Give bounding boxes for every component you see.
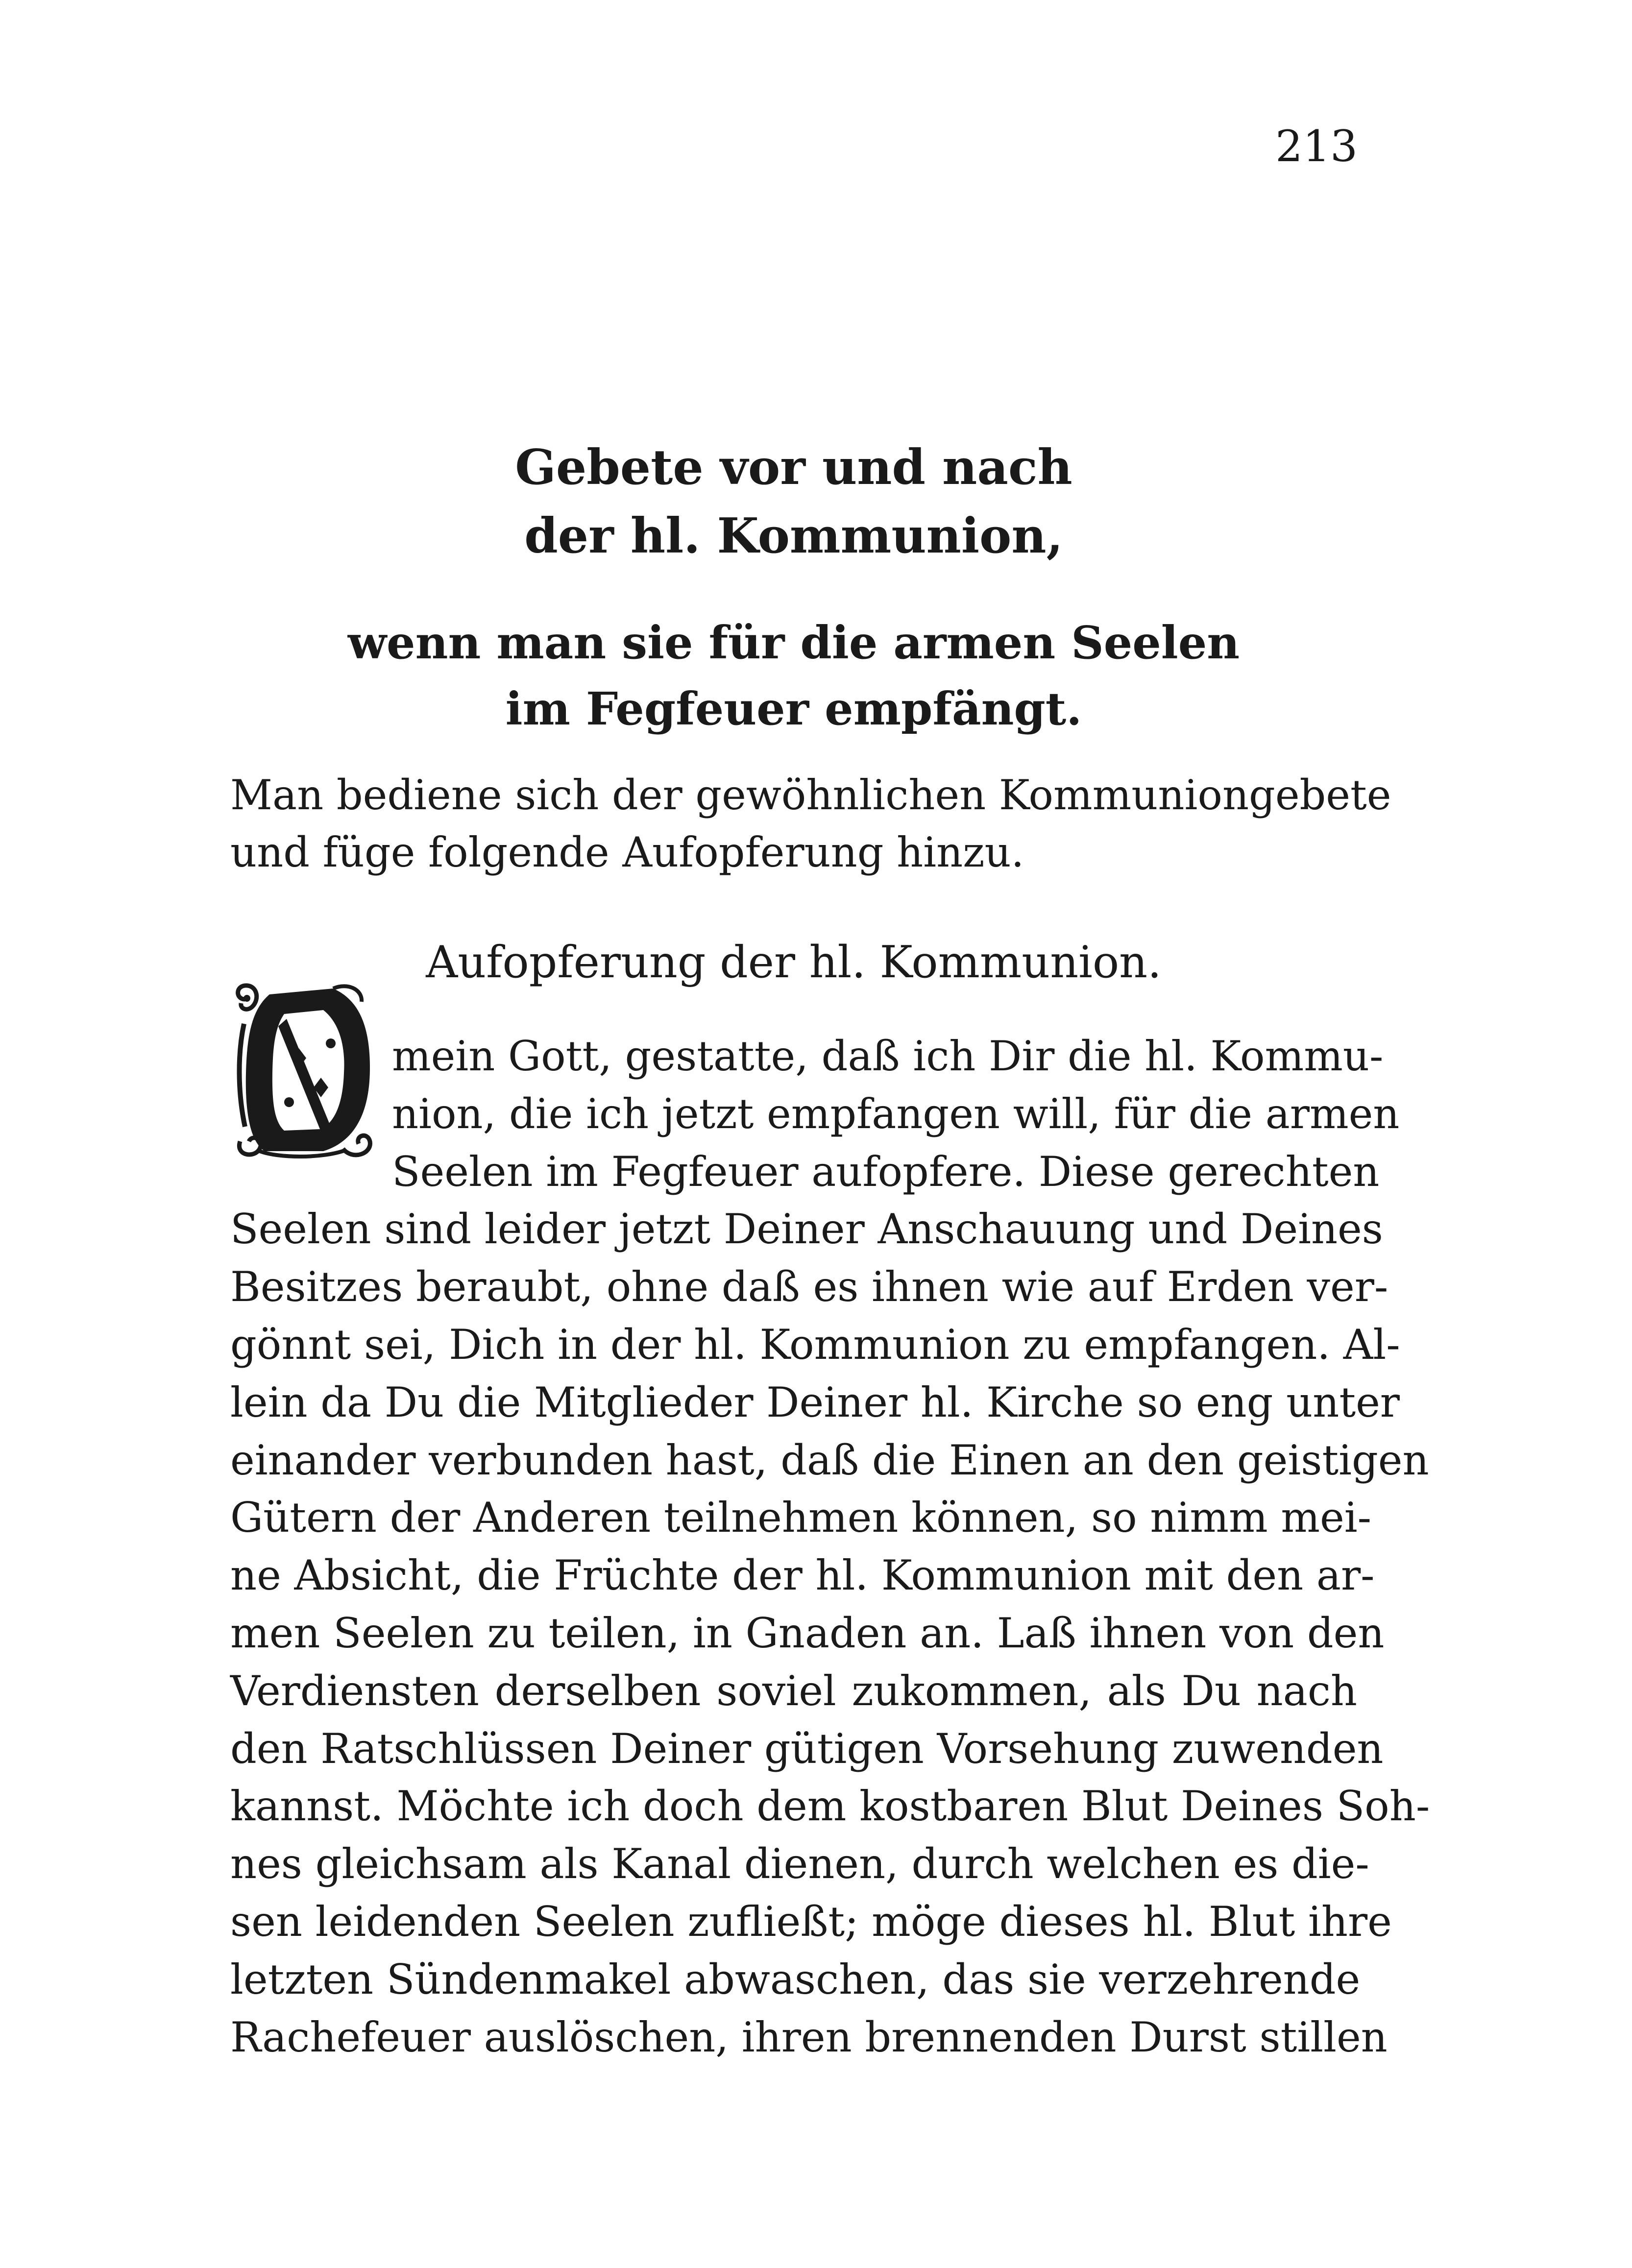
text-line: gönnt sei, Dich in der hl. Kommunion zu empfangen. Al- bbox=[230, 1320, 1400, 1369]
text-line: lein da Du die Mitglieder Deiner hl. Kirche so eng unter bbox=[230, 1378, 1400, 1426]
page-subtitle bbox=[230, 610, 1357, 742]
title-line: Gebete vor und nach bbox=[515, 439, 1072, 496]
text-line: Seelen im Fegfeuer aufopfere. Diese gerechten bbox=[392, 1147, 1380, 1196]
title-line: der hl. Kommunion, bbox=[524, 508, 1063, 564]
page-number: 213 bbox=[1275, 121, 1358, 171]
intro-paragraph bbox=[230, 767, 1391, 881]
text-line: den Ratschlüssen Deiner gütigen Vorsehung zuwenden bbox=[230, 1724, 1384, 1773]
intro-line: und füge folgende Aufopferung hinzu. bbox=[230, 828, 1024, 876]
prayer-text bbox=[230, 1028, 1430, 2066]
text-line: Gütern der Anderen teilnehmen können, so nimm mei- bbox=[230, 1494, 1371, 1542]
text-line: nion, die ich jetzt empfangen will, für die armen bbox=[392, 1089, 1400, 1138]
text-line: men Seelen zu teilen, in Gnaden an. Laß ihnen von den bbox=[230, 1609, 1385, 1657]
text-line: ne Absicht, die Früchte der hl. Kommunion mit den ar- bbox=[230, 1551, 1375, 1600]
page-title bbox=[230, 434, 1357, 571]
section-heading: Aufopferung der hl. Kommunion. bbox=[426, 937, 1162, 988]
text-line: mein Gott, gestatte, daß ich Dir die hl. Kommu- bbox=[392, 1032, 1384, 1080]
text-line: Rachefeuer auslöschen, ihren brennenden Durst stillen bbox=[230, 2013, 1388, 2061]
subtitle-line: im Fegfeuer empfängt. bbox=[505, 682, 1082, 735]
text-line: nes gleichsam als Kanal dienen, durch welchen es die- bbox=[230, 1840, 1369, 1888]
intro-line: Man bediene sich der gewöhnlichen Kommuniongebete bbox=[230, 771, 1391, 819]
text-line: sen leidenden Seelen zufließt; möge dieses hl. Blut ihre bbox=[230, 1897, 1392, 1946]
text-line: Besitzes beraubt, ohne daß es ihnen wie auf Erden ver- bbox=[230, 1263, 1388, 1311]
text-line: Verdiensten derselben soviel zukommen, als Du nach bbox=[230, 1666, 1357, 1715]
text-line: einander verbunden hast, daß die Einen an den geistigen bbox=[230, 1436, 1429, 1484]
text-line: letzten Sündenmakel abwaschen, das sie verzehrende bbox=[230, 1955, 1361, 2003]
text-line: Seelen sind leider jetzt Deiner Anschauung und Deines bbox=[230, 1205, 1383, 1254]
subtitle-line: wenn man sie für die armen Seelen bbox=[347, 616, 1240, 669]
text-line: kannst. Möchte ich doch dem kostbaren Blut Deines Soh- bbox=[230, 1782, 1430, 1831]
